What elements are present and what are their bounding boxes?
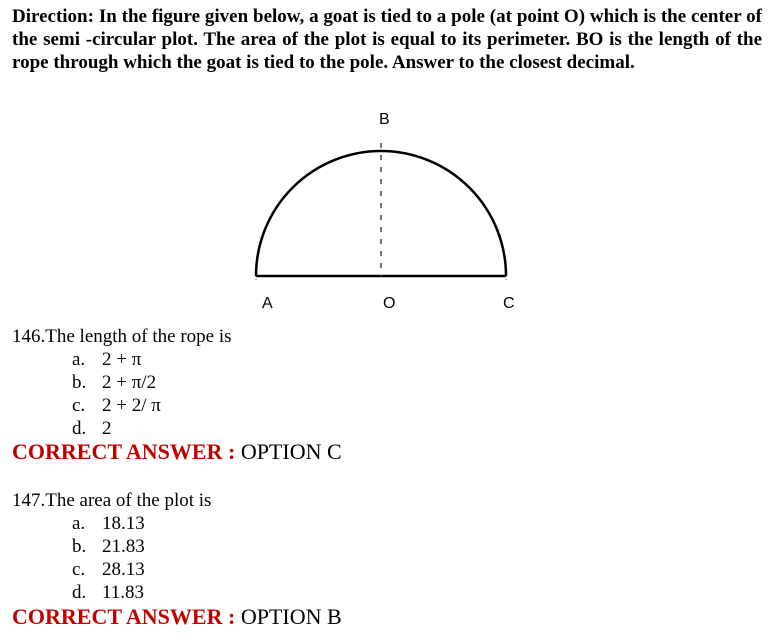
correct-answer-value: OPTION C	[240, 439, 342, 464]
question-146-options	[72, 348, 161, 440]
correct-answer-label: CORRECT ANSWER :	[12, 604, 236, 629]
option-letter: c.	[72, 559, 86, 580]
option-letter: c.	[72, 395, 86, 416]
option-letter: b.	[72, 372, 87, 393]
option-text: 2	[102, 418, 112, 439]
semicircle-arc	[256, 151, 506, 276]
option-letter: b.	[72, 536, 87, 557]
question-146: 146.The length of the rope is	[12, 326, 232, 347]
option-item	[72, 417, 161, 440]
option-text: 2 + 2/ π	[102, 395, 161, 416]
option-item	[72, 535, 145, 558]
option-item	[72, 348, 161, 371]
point-a-label: A	[262, 295, 273, 312]
option-item	[72, 581, 145, 604]
option-item	[72, 371, 161, 394]
option-letter: a.	[72, 513, 86, 534]
correct-answer-label: CORRECT ANSWER :	[12, 439, 236, 464]
point-b-label: B	[379, 111, 390, 128]
question-147-options	[72, 512, 145, 604]
option-text: 28.13	[102, 559, 145, 580]
option-text: 2 + π	[102, 349, 142, 370]
option-item	[72, 512, 145, 535]
option-text: 11.83	[102, 582, 145, 603]
answer-147	[12, 604, 342, 630]
option-text: 18.13	[102, 513, 145, 534]
point-c-label: C	[503, 295, 515, 312]
point-o-label: O	[383, 295, 396, 312]
question-147: 147.The area of the plot is	[12, 490, 212, 511]
option-item	[72, 394, 161, 417]
option-letter: d.	[72, 418, 87, 439]
direction-paragraph: Direction: In the figure given below, a goat is tied to a pole (at point O) which is the center of the semi -circular plot. The area of the plot is equal to its perimeter. BO is the length of the rope through which the goat is tied to the pole. Answer to the closest decimal.	[12, 6, 762, 73]
option-letter: d.	[72, 582, 87, 603]
option-text: 21.83	[102, 536, 145, 557]
option-item	[72, 558, 145, 581]
answer-146	[12, 439, 342, 465]
correct-answer-value: OPTION B	[240, 604, 342, 629]
option-text: 2 + π/2	[102, 372, 157, 393]
option-letter: a.	[72, 349, 86, 370]
